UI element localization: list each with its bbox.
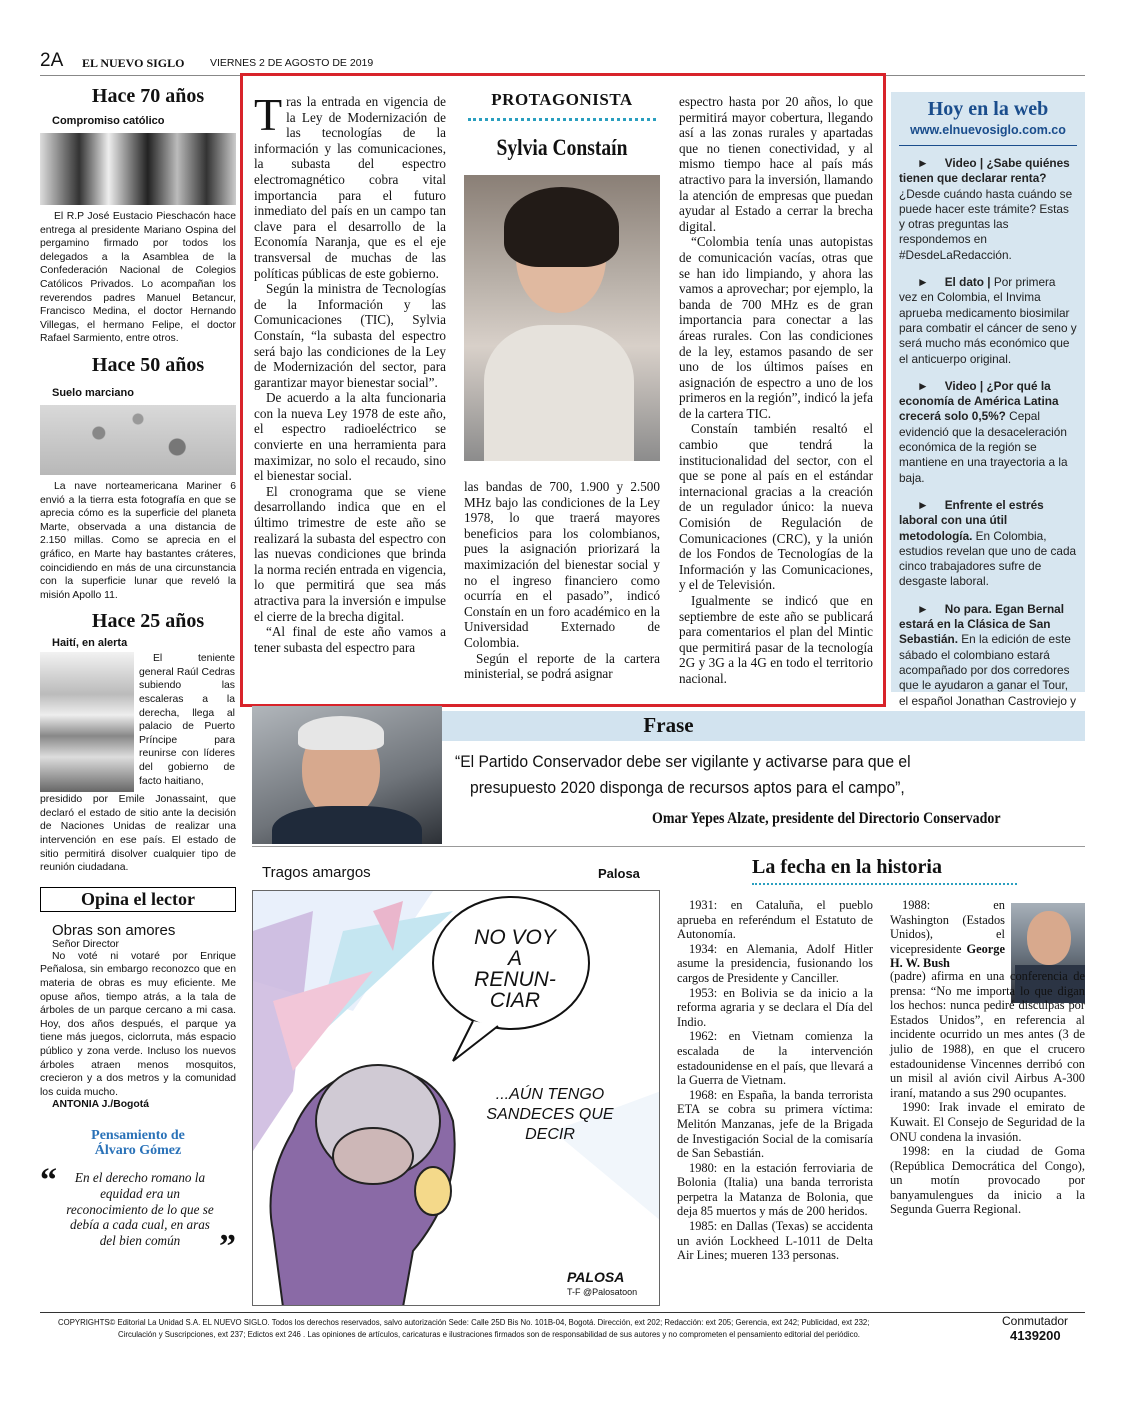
web-heading: Hoy en la web: [927, 98, 1049, 120]
footer-rule: [40, 1312, 1085, 1313]
pensamiento-heading: Pensamiento de Álvaro Gómez: [91, 1128, 185, 1159]
cartoon-credit: T-F @Palosatoon: [567, 1287, 638, 1297]
article-col3: [679, 94, 873, 687]
drop-cap: T: [254, 89, 283, 140]
hace25-caption-side: El teniente general Raúl Cedras subiendo las escaleras a la derecha, llega al palacio de Puerto Príncipe para reunirse con líderes del gobierno de facto haitiano,: [139, 653, 235, 787]
web-item[interactable]: ► Video | ¿Por qué la economía de América Latina crecerá solo 0,5%? Cepal evidenció que la desaceleración económica de la región se mantiene en una trayectoria a la baja.: [899, 378, 1068, 485]
article-paragraph: Constaín también resaltó el cambio que tendrá la institucionalidad del sector, con el que se pone al país en el estándar internacional gracias a la creación de un regulador único: la nueva Comisión de Regulación de Comunicaciones (CRC), y la unión de los Fondos de Tecnologías de la Información y las Comunicaciones, y el de Televisión.: [679, 421, 873, 593]
historia-rule: [752, 883, 1017, 885]
haiti-photo: [40, 652, 134, 792]
bullet-icon: ►: [917, 378, 929, 393]
page-number: 2A: [40, 50, 64, 71]
web-rule: [899, 145, 1077, 146]
hace50-heading: Hace 50 años: [91, 353, 205, 376]
historia-entry: 1953: en Bolivia se da inicio a la reforma agraria y se declara el Día del Indio.: [677, 985, 873, 1029]
cartoon-bubble2: ...AÚN TENGO SANDECES QUE DECIR: [486, 1086, 614, 1143]
article-paragraph: Según el reporte de la cartera ministerial, se podrá asignar: [464, 650, 660, 682]
article-paragraph: Según la ministra de Tecnologías de la Información y las Comunicaciones (TIC), Sylvia Constaín, “la subasta del espectro será bajo las condiciones de la Ley de Modernización del sector, para garantizar mayor bienestar social”.: [254, 281, 446, 390]
historia-entry: 1968: en España, la banda terrorista ETA se cobra su primera víctima: Melitón Manzanas, jefe de la Brigada de Investigación Social de la comisaría de San Sebastián.: [677, 1087, 873, 1161]
pensamiento-quote: En el derecho romano la equidad era un reconocimiento de lo que se debía a cada cual, en aras del bien común: [66, 1170, 214, 1248]
hace25-caption-bottom: presidido por Emile Jonassaint, que declaró el estado de sitio ante la decisión de Naciones Unidas de realizar una intervención en ese país. El estado de sitio permitirá disolver cualquier tipo de reunión ciudadana.: [40, 794, 236, 874]
web-item[interactable]: ► El dato | Por primera vez en Colombia, el Invima aprueba medicamento biosimilar para combatir el cáncer de seno y será mucho más económico que el anticuerpo original.: [899, 275, 1077, 366]
historia-col2: [890, 898, 1085, 1217]
web-item[interactable]: ► No para. Egan Bernal estará en la Clásica de San Sebastián. En la edición de este sábado el colombiano estará acompañado por dos corredores que le ayudaron a ganar el Tour, el español Jonathan Castroviejo y: [899, 601, 1077, 708]
historia-entry: 1998: en la ciudad de Goma (República Democrática del Congo), un motín provocado por banyamulengues da inicio a la Segunda Guerra Regional.: [890, 1144, 1085, 1217]
opina-signature: ANTONIA J./Bogotá: [52, 1099, 149, 1111]
opina-body: No voté ni votaré por Enrique Peñalosa, sin embargo reconozco que en materia de obras es muy eficiente. Me opuse años, tiempo atrás, a la tala de árboles de un parque cercano a mi casa. Hoy, dos años después, el parque ya tiene más juegos, ciclorruta, más espacio público y zona verde. Incluso los nuevos árboles atraen menos mosquitos, crecieron y a dos metros y la comunidad los cuida mucho.: [40, 950, 236, 1098]
footer-line1: COPYRIGHTS© Editorial La Unidad S.A. EL NUEVO SIGLO. Todos los derechos reservados, salvo autorización Sede: Calle 25D Bis No. 101B-04, Bogotá. Dirección, ext 202; Redacción: ext 205; Gerencia, ext 242; Publicidad, ext 232;: [58, 1318, 870, 1327]
protagonista-name: Sylvia Constaín: [496, 135, 628, 160]
web-item[interactable]: ► Enfrente el estrés laboral con una útil metodología. En Colombia, estudios revelan que uno de cada cinco trabajadores sufre de desgaste laboral.: [899, 497, 1077, 589]
web-box: [891, 92, 1085, 708]
conmutador-number: 4139200: [1010, 1328, 1061, 1343]
article-paragraph: El cronograma que se viene desarrollando indica que en el último trimestre de este año se realizará la subasta del espectro con las nuevas condiciones que brinda la norma recién entrada en vigencia, lo que permitirá que sea más atractiva para la inversión e impulse el cierre de la brecha digital.: [254, 483, 446, 624]
hace50-caption: La nave norteamericana Mariner 6 envió a la tierra esta fotografía en que se aprecia cómo es la superficie del planeta Marte, observada a una distancia de 2.150 millas. Como se aprecia en el gráfico, en Marte hay bastantes cráteres, coincidiendo en más de una circunstancia con la superficie lunar que reveló la misión Apollo 11.: [40, 480, 236, 601]
bush-name: George H. W. Bush: [890, 941, 1005, 971]
mars-photo: [40, 405, 236, 475]
frase-heading: Frase: [643, 713, 694, 737]
hace25-heading: Hace 25 años: [91, 610, 205, 633]
historia-entry-cont: (padre) afirma en una conferencia de prensa: “No me importa lo que digan los hechos: nunca pediré disculpas por Estados Unidos”, en referencia al incidente ocurrido un mes antes (3 de julio de 1988), en que el crucero estadounidense Vincennes derribó con un misil al avión civil Airbus A-300 iraní, matando a sus 290 ocupantes.: [890, 968, 1085, 1100]
historia-entry: 1931: en Cataluña, el pueblo aprueba en referéndum el Estatuto de Autonomía.: [677, 898, 873, 942]
frase-divider: [252, 846, 1085, 847]
opina-salutation: Señor Director: [52, 938, 119, 950]
newspaper-name: EL NUEVO SIGLO: [82, 56, 185, 70]
frase-quote-line1: “El Partido Conservador debe ser vigilante y activarse para que el: [455, 752, 911, 771]
historia-col1: [677, 898, 873, 1263]
frase-photo: [252, 706, 442, 844]
opina-heading: Opina el lector: [40, 887, 236, 912]
historia-entry: 1934: en Alemania, Adolf Hitler asume la presidencia, fusionando los cargos de Presidente y Canciller.: [677, 941, 873, 985]
web-url[interactable]: www.elnuevosiglo.com.co: [910, 123, 1066, 137]
article-paragraph: “Al final de este año vamos a tener subasta del espectro para: [254, 624, 446, 655]
header-date: VIERNES 2 DE AGOSTO DE 2019: [210, 57, 374, 69]
cartoon-title: Tragos amargos: [262, 864, 371, 881]
cartoon-author: Palosa: [598, 866, 640, 881]
historia-entry: 1985: en Dallas (Texas) se accidenta un avión Lockheed L-1011 de Delta Air Lines; mueren 133 personas.: [677, 1219, 873, 1263]
bullet-icon: ►: [917, 275, 929, 290]
bullet-icon: ►: [917, 497, 929, 512]
hace70-photo: [40, 133, 236, 205]
article-lead: ras la entrada en vigencia de la Ley de Modernización de las tecnologías de la información y las comunicaciones, la subasta del espectro electromagnético cobra vital importancia para el futuro inmediato del país en un campo tan clave para el desarrollo de la Economía Naranja, que es el eje transversal de muchas de las políticas públicas de este gobierno.: [254, 94, 446, 281]
article-paragraph: “Colombia tenía unas autopistas de comunicación vacías, otras que se han ido limpiando, y ahora las vamos a aprovechar; por ejemplo, la banda de 700 MHz es de gran importancia para conectar a las áreas rurales. Con las condiciones de la ley, estamos pasando de ser uno de los últimos países en asignación de espectro a uno de los primeros en la región”, indicó la jefa de la cartera TIC.: [679, 234, 873, 421]
historia-entry: 1990: Irak invade el emirato de Kuwait. El Consejo de Seguridad de la ONU condena la invasión.: [890, 1100, 1085, 1144]
frase-quote-line2: presupuesto 2020 disponga de recursos aptos para el campo”,: [470, 778, 905, 797]
hace70-subtitle: Compromiso católico: [52, 115, 165, 127]
article-paragraph: De acuerdo a la alta funcionaria con la nueva Ley 1978 de este año, el espectro radioeléctrico se convierte en una herramienta para maximizar, no solo el recaudo, sino el bienestar social.: [254, 390, 446, 484]
article-paragraph: las bandas de 700, 1.900 y 2.500 MHz bajo las condiciones de la Ley 1978, lo que traerá mayores beneficios para los colombianos, pues la asignación priorizará la maximización del bienestar social y no el ingreso financiero como ocurría en el pasado”, indicó Constaín en un foro académico en la Universidad Externado de Colombia.: [464, 479, 660, 650]
footer-line2: Circulación y Suscripciones, ext 237; Edictos ext 246 . Las opiniones de artículos, caricaturas e ilustraciones firmados son de responsabilidad de sus autores y no comprometen el pensamiento editorial del periódico.: [118, 1330, 860, 1339]
hace70-caption: El R.P José Eustacio Pieschacón hace entrega al presidente Mariano Ospina del pergamino firmado por todos los delegados a la Asamblea de la Confederación Nacional de Colegios Católicos Privados. Lo acompañan los reverendos padres Manuel Betancur, Francisco Medina, el doctor Hernando Villegas, el hermano Felipe, el doctor Rafael Sarmiento, entre otros.: [40, 211, 236, 345]
protagonista-label: PROTAGONISTA: [491, 90, 633, 109]
frase-author: Omar Yepes Alzate, presidente del Directorio Conservador: [652, 810, 1001, 827]
hace25-subtitle: Haití, en alerta: [52, 637, 128, 650]
quote-open-mark: “: [40, 1162, 57, 1200]
bullet-icon: ►: [917, 156, 929, 170]
left-column: [40, 85, 236, 1266]
historia-entry: 1962: en Vietnam comienza la escalada de la intervención estadounidense en el país, que llevará a la Guerra de Vietnam.: [677, 1029, 873, 1088]
dotted-rule: [468, 118, 656, 121]
article-paragraph: espectro hasta por 20 años, lo que permitirá mayor cobertura, llegando así a las zonas rurales y apartadas que no tienen conectividad, y al mismo tiempo hace al país más atractivo para la inversión, llamando la atención de empresas que puedan ayudar al Estado a cerrar la brecha digital.: [679, 94, 873, 234]
article-paragraph: Igualmente se indicó que en septiembre de este año se publicará para comentarios el plan del Mintic que permitirá pasar de la tecnología 2G y 3G a la 4G en todo el territorio nacional.: [679, 593, 873, 686]
historia-entry: 1980: en la estación ferroviaria de Bolonia (Italia) una banda terrorista perpetra la Matanza de Bolonia, que deja 85 muertos y más de 200 heridos.: [677, 1160, 873, 1219]
article-col2: [464, 90, 660, 682]
protagonista-photo: [464, 175, 660, 461]
hace70-heading: Hace 70 años: [91, 85, 205, 107]
historia-entry: 1988: en Washington (Estados Unidos), el vicepresidente George H. W. Bush: [890, 898, 1005, 971]
bullet-icon: ►: [917, 601, 929, 616]
cartoon: [252, 890, 660, 1306]
hace50-subtitle: Suelo marciano: [52, 386, 134, 399]
opina-title: Obras son amores: [52, 921, 176, 939]
historia-heading: La fecha en la historia: [752, 856, 942, 878]
cartoon-bubble1: NO VOY A RENUN-CIAR: [474, 926, 556, 1012]
cartoon-signature: PALOSA: [567, 1269, 625, 1285]
web-item[interactable]: ► Video | ¿Sabe quiénes tienen que declarar renta? ¿Desde cuándo hasta cuándo se puede hacer este trámite? Estas y otras preguntas las respondemos en #DesdeLaRedacción.: [899, 156, 1073, 262]
conmutador-label: Conmutador: [1002, 1314, 1069, 1328]
article-col1: [254, 89, 446, 655]
quote-close-mark: ”: [219, 1228, 236, 1266]
